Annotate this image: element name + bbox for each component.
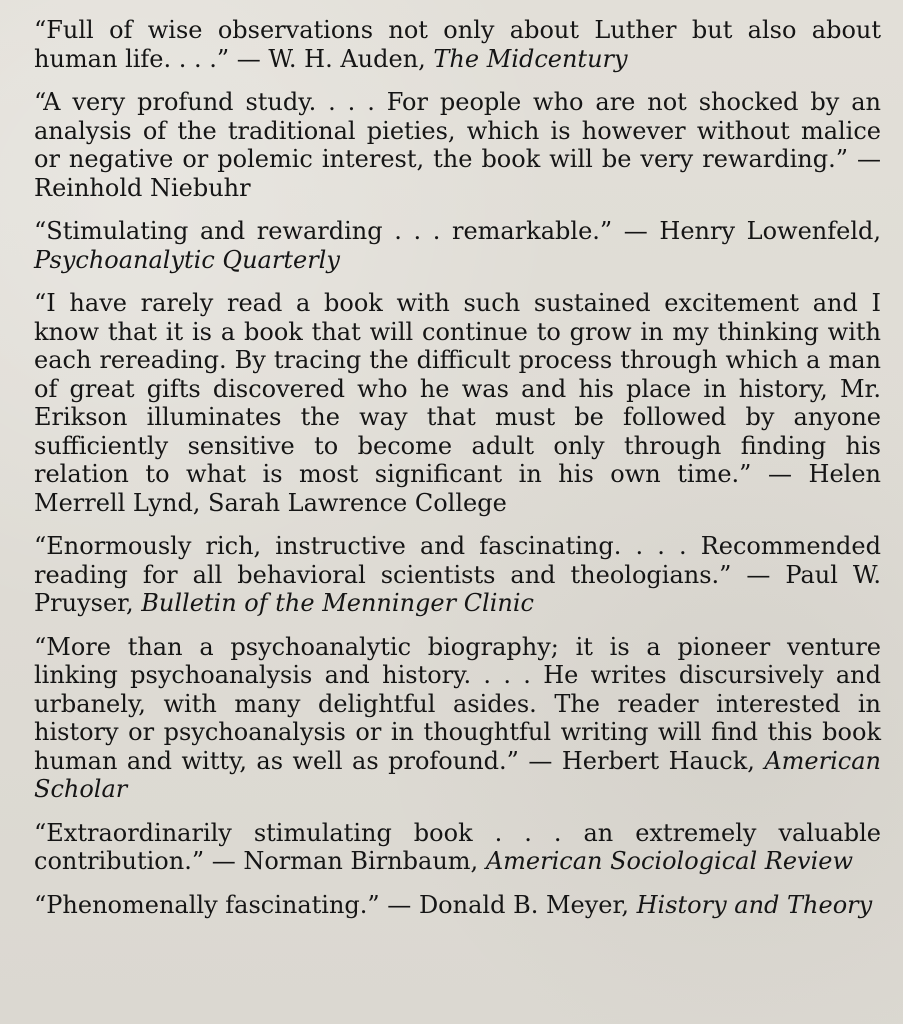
quote-1-source: The Midcentury <box>433 44 628 73</box>
quote-6-text: “More than a psychoanalytic biography; it is a pioneer venture linking psychoanalysis and history. . . . He writes discursively and urbanely, with many delightful asides. The reader interested in history or psychoanalysis or in thoughtful writing will find this book human and witty, as well as profound.” — Herbert Hauck, <box>34 632 881 775</box>
quote-7-source: American Sociological Review <box>485 847 854 875</box>
quote-6 <box>34 633 881 804</box>
quote-3-source: Psychoanalytic Quarterly <box>34 245 340 274</box>
quote-3 <box>34 217 881 274</box>
quote-5-text: “Enormously rich, instructive and fascinating. . . . Recommended reading for all behavioral scientists and theologians.” — Paul W. Pruyser, <box>34 532 881 617</box>
quote-5-source: Bulletin of the Menninger Clinic <box>141 589 534 617</box>
quote-2 <box>34 88 881 202</box>
quote-4-text: “I have rarely read a book with such sustained excitement and I know that it is a book that will continue to grow in my thinking with each rereading. By tracing the difficult process through which a man of great gifts discovered who he was and his place in history, Mr. Erikson illuminates the way that must be followed by anyone sufficiently sensitive to become adult only through finding his relation to what is most significant in his own time.” — Helen Merrell Lynd, Sarah Lawrence College <box>34 289 881 517</box>
quote-1-text: “Full of wise observations not only about Luther but also about human life. . . .” — W. H. Auden, <box>34 16 881 73</box>
quote-8-source: History and Theory <box>636 890 873 919</box>
quote-8-text: “Phenomenally fascinating.” — Donald B. Meyer, <box>34 890 637 919</box>
quote-6-source: American Scholar <box>34 746 881 803</box>
quote-4 <box>34 289 881 517</box>
quote-3-text: “Stimulating and rewarding . . . remarkable.” — Henry Lowenfeld, <box>34 217 881 245</box>
quote-8 <box>34 891 881 920</box>
quote-5 <box>34 532 881 618</box>
quote-7 <box>34 819 881 876</box>
quote-7-text: “Extraordinarily stimulating book . . . an extremely valuable contribution.” — Norman Birnbaum, <box>34 818 881 875</box>
quote-2-text: “A very profund study. . . . For people who are not shocked by an analysis of the traditional pieties, which is however without malice or negative or polemic interest, the book will be very rewarding.” — Reinhold Niebuhr <box>34 88 881 202</box>
quote-1 <box>34 16 881 73</box>
